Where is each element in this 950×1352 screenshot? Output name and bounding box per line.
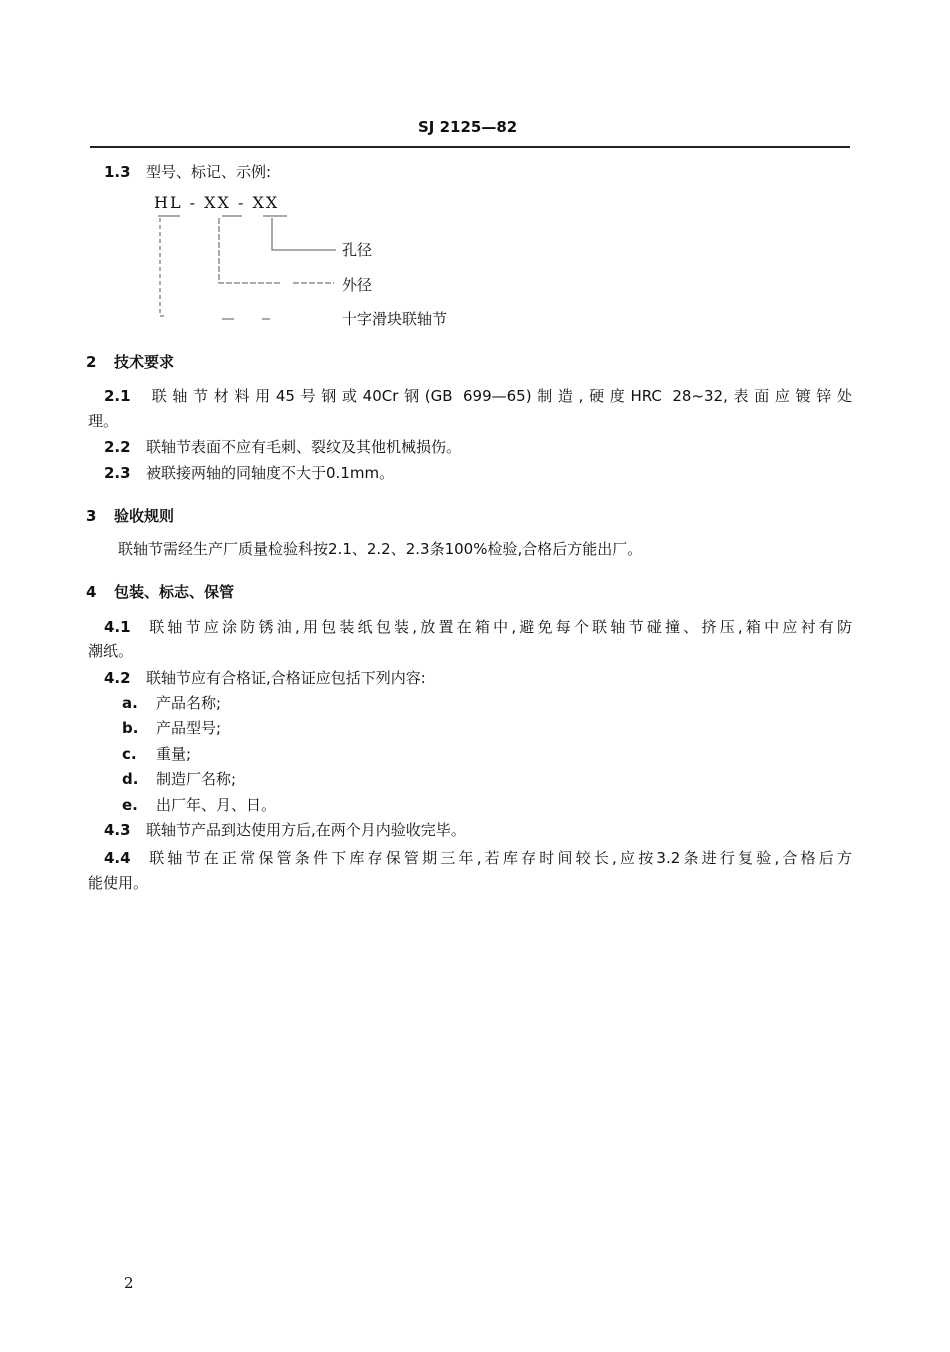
clause-number: 2.1 [104,387,131,405]
section-2-heading [86,352,174,372]
clause-number: 4.1 [104,618,131,636]
clause-number: 4.2 [104,669,131,687]
list-marker: a. [122,694,138,712]
clause-2-1-continued: 理。 [88,412,119,430]
list-item [122,718,221,738]
label-outer-diameter: 外径 [342,276,373,294]
section-title: 包装、标志、保管 [114,583,235,601]
page-number: 2 [124,1274,134,1292]
clause-2-1 [104,386,852,406]
list-item [122,769,236,789]
clause-number: 2.2 [104,438,131,456]
clause-text: 被联接两轴的同轴度不大于0.1mm。 [146,464,395,482]
section-number: 3 [86,507,97,525]
section-3-heading [86,506,174,526]
clause-4-1 [104,617,852,637]
list-marker: c. [122,745,137,763]
document-code-header: SJ 2125—82 [418,118,518,136]
list-text: 出厂年、月、日。 [156,796,277,814]
section-4-heading [86,582,234,602]
section-number: 2 [86,353,97,371]
label-coupling-type: 十字滑块联轴节 [342,310,448,328]
model-code: HL - XX - XX [154,193,280,212]
clause-text: 联轴节应有合格证,合格证应包括下列内容: [146,669,426,687]
clause-text: 联轴节表面不应有毛刺、裂纹及其他机械损伤。 [146,438,462,456]
section-title: 验收规则 [114,507,175,525]
list-marker: e. [122,796,138,814]
list-text: 产品名称; [156,694,222,712]
list-item [122,795,276,815]
section-title: 技术要求 [114,353,175,371]
list-text: 制造厂名称; [156,770,237,788]
clause-text: 联轴节在正常保管条件下库存保管期三年,若库存时间较长,应按3.2条进行复验,合格后方 [146,849,852,867]
list-text: 产品型号; [156,719,222,737]
clause-text: 联轴节应涂防锈油,用包装纸包装,放置在箱中,避免每个联轴节碰撞、挤压,箱中应衬有防 [146,618,852,636]
clause-4-4-continued: 能使用。 [88,874,149,892]
clause-2-2 [104,437,461,457]
clause-text: 型号、标记、示例: [146,163,272,181]
clause-number: 4.4 [104,849,131,867]
list-item [122,693,221,713]
clause-text: 联轴节材料用45号钢或40Cr钢(GB 699—65)制造,硬度HRC 28~32,表面应镀锌处 [146,387,852,405]
clause-4-4 [104,848,852,868]
model-code-diagram-lines [0,0,950,340]
clause-text: 联轴节产品到达使用方后,在两个月内验收完毕。 [146,821,466,839]
list-marker: d. [122,770,139,788]
clause-number: 2.3 [104,464,131,482]
clause-number: 1.3 [104,163,131,181]
list-marker: b. [122,719,139,737]
label-bore-diameter: 孔径 [342,241,373,259]
clause-4-1-continued: 潮纸。 [88,642,134,660]
section-3-text: 联轴节需经生产厂质量检验科按2.1、2.2、2.3条100%检验,合格后方能出厂。 [118,540,643,558]
list-text: 重量; [156,745,192,763]
clause-2-3 [104,463,394,483]
clause-4-2 [104,668,426,688]
section-number: 4 [86,583,97,601]
list-item [122,744,191,764]
clause-number: 4.3 [104,821,131,839]
clause-4-3 [104,820,466,840]
